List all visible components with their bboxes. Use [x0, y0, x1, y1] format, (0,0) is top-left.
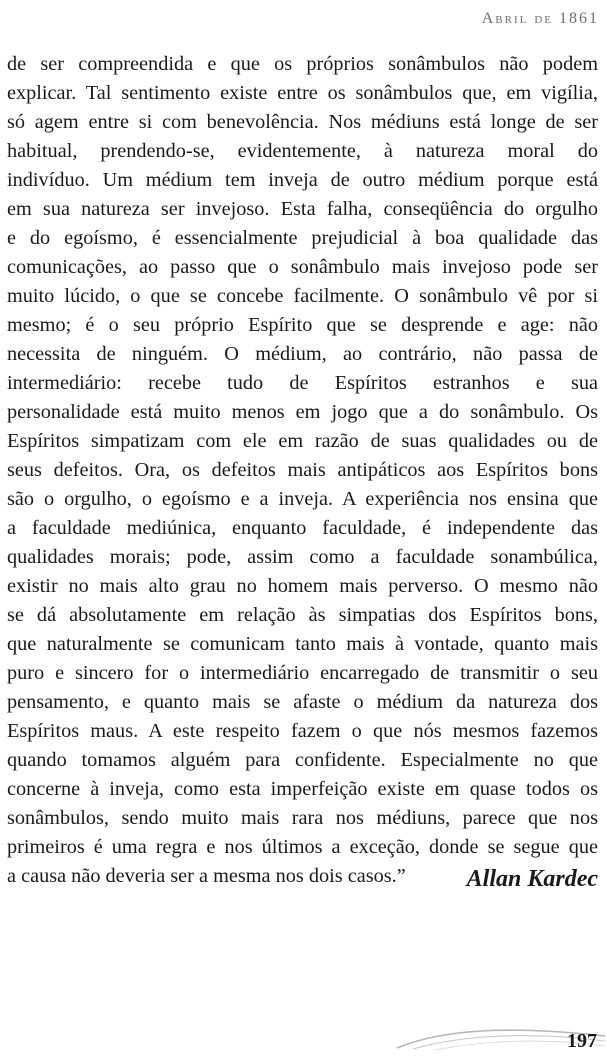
text-line: e do egoísmo, é essencialmente prejudicial à boa qualidade das — [7, 227, 598, 249]
text-line: só agem entre si com benevolência. Nos médiuns está longe de ser — [7, 111, 598, 133]
text-line: personalidade está muito menos em jogo que a do sonâmbulo. Os — [7, 401, 598, 423]
text-line: seus defeitos. Ora, os defeitos mais antipáticos aos Espíritos bons — [7, 459, 598, 481]
text-line: primeiros é uma regra e nos últimos a exceção, donde se segue que — [7, 836, 598, 858]
text-line: se dá absolutamente em relação às simpatias dos Espíritos bons, — [7, 604, 598, 626]
text-line: existir no mais alto grau no homem mais perverso. O mesmo não — [7, 575, 598, 597]
text-line: em sua natureza ser invejoso. Esta falha, conseqüência do orgulho — [7, 198, 598, 220]
text-line: puro e sincero for o intermediário encarregado de transmitir o seu — [7, 662, 598, 684]
text-line: necessita de ninguém. O médium, ao contrário, não passa de — [7, 343, 598, 365]
text-line: concerne à inveja, como esta imperfeição existe em quase todos os — [7, 778, 598, 800]
author-signature: Allan Kardec — [466, 866, 598, 892]
text-line: qualidades morais; pode, assim como a faculdade sonambúlica, — [7, 546, 598, 568]
page-number: 197 — [567, 1030, 597, 1052]
text-line: Espíritos maus. A este respeito fazem o que nós mesmos fazemos — [7, 720, 598, 742]
text-line: a causa não deveria ser a mesma nos dois casos.” — [7, 865, 406, 887]
text-line: pensamento, e quanto mais se afaste o médium da natureza dos — [7, 691, 598, 713]
text-line: comunicações, ao passo que o sonâmbulo mais invejoso pode ser — [7, 256, 598, 278]
text-line: muito lúcido, o que se concebe facilmente. O sonâmbulo vê por si — [7, 285, 598, 307]
text-line: de ser compreendida e que os próprios sonâmbulos não podem — [7, 53, 598, 75]
text-line: mesmo; é o seu próprio Espírito que se desprende e age: não — [7, 314, 598, 336]
text-line: Espíritos simpatizam com ele em razão de suas qualidades ou de — [7, 430, 598, 452]
text-line: explicar. Tal sentimento existe entre os sonâmbulos que, em vigília, — [7, 82, 598, 104]
text-line: intermediário: recebe tudo de Espíritos estranhos e sua — [7, 372, 598, 394]
text-line: sonâmbulos, sendo muito mais rara nos médiuns, parece que nos — [7, 807, 598, 829]
text-line: que naturalmente se comunicam tanto mais à vontade, quanto mais — [7, 633, 598, 655]
running-head: Abril de 1861 — [481, 10, 599, 27]
text-line: são o orgulho, o egoísmo e a inveja. A experiência nos ensina que — [7, 488, 598, 510]
text-line: indivíduo. Um médium tem inveja de outro médium porque está — [7, 169, 598, 191]
body-text — [7, 50, 598, 891]
text-line: quando tomamos alguém para confidente. Especialmente no que — [7, 749, 598, 771]
text-line: habitual, prendendo-se, evidentemente, à natureza moral do — [7, 140, 598, 162]
text-line: a faculdade mediúnica, enquanto faculdade, é independente das — [7, 517, 598, 539]
